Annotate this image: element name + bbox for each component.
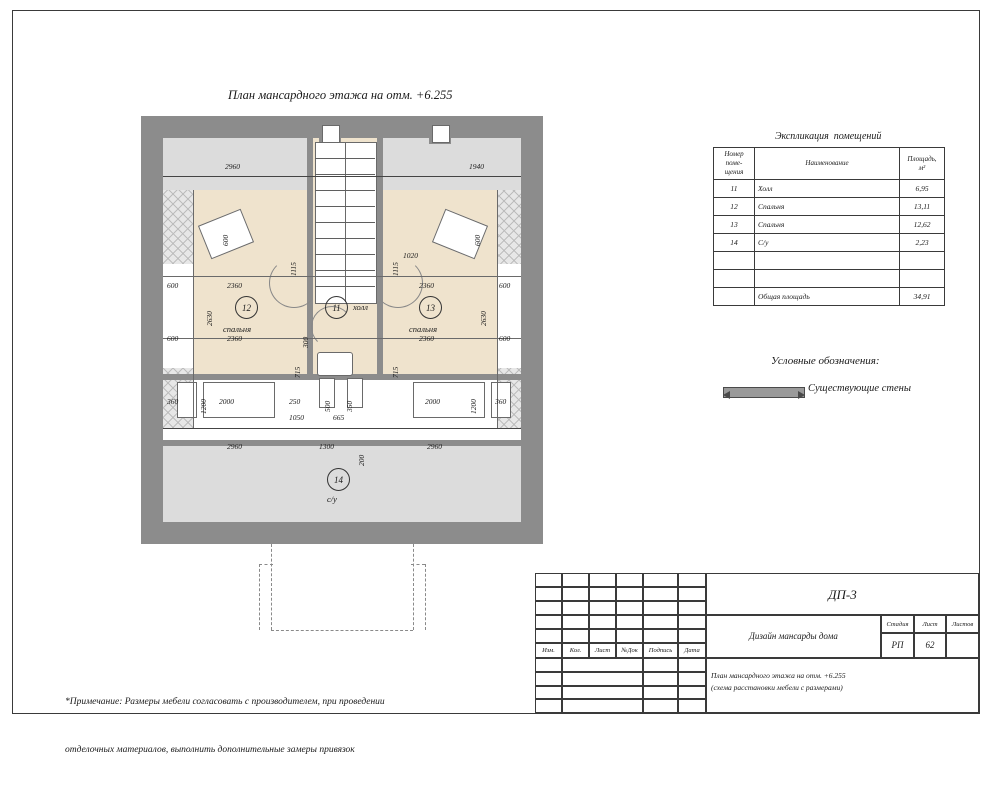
- dim-600-left-upper: 600: [167, 281, 179, 290]
- stair-step: [315, 158, 375, 159]
- cell-total-label: Общая площадь: [755, 288, 900, 306]
- explication-title: Экспликация помещений: [775, 131, 882, 142]
- sheet-title-line2: (схема расстановки мебели с размерами): [711, 683, 843, 692]
- dormer-right-glyph: [432, 125, 450, 143]
- cell-total-blank: [714, 288, 755, 306]
- room-marker-12: 12: [235, 296, 258, 319]
- cell-name: [755, 270, 900, 288]
- cell-number: [714, 270, 755, 288]
- cell-area: [900, 270, 945, 288]
- rev-cell: [643, 587, 678, 601]
- dim-2630-v-left: 2630: [205, 311, 214, 326]
- col-label-data: Дата: [678, 643, 706, 658]
- note-line1: *Примечание: Размеры мебели согласовать с производителем, при проведении: [65, 697, 385, 707]
- sign-cell: [562, 658, 643, 672]
- sign-cell: [643, 686, 678, 699]
- header-room-number-l3: щения: [724, 168, 744, 176]
- dim-360-right: 360: [495, 397, 507, 406]
- room-label-11: холл: [353, 302, 369, 312]
- dashed-extension-bottom: [271, 630, 413, 631]
- sign-cell: [562, 672, 643, 686]
- rev-cell: [562, 615, 589, 629]
- rev-cell: [616, 601, 643, 615]
- rev-cell: [589, 587, 616, 601]
- header-room-area: [900, 148, 945, 180]
- header-room-number-l1: Номер: [724, 150, 744, 158]
- dim-1300-bottom: 1300: [319, 442, 334, 451]
- col-label-izm: Изм.: [535, 643, 562, 658]
- header-room-name: Наименование: [755, 148, 900, 180]
- sign-cell: [643, 672, 678, 686]
- col-label-kol: Кол.: [562, 643, 589, 658]
- cell-area: 2,23: [900, 234, 945, 252]
- staircase: [315, 142, 377, 304]
- dim-600-right-lower: 600: [499, 334, 511, 343]
- dim-line-bottom: [163, 428, 521, 429]
- stage-label: Стадия: [881, 615, 914, 633]
- sign-cell: [643, 658, 678, 672]
- note-block: [65, 662, 385, 790]
- dim-line-mid-lower: [163, 338, 521, 339]
- rev-cell: [643, 615, 678, 629]
- dim-2960-bottom-right: 2960: [427, 442, 442, 451]
- sign-cell: [535, 658, 562, 672]
- dim-665: 665: [333, 413, 345, 422]
- dim-2630-v-right: 2630: [479, 311, 488, 326]
- table-row: [714, 198, 945, 216]
- rev-cell: [616, 587, 643, 601]
- dim-line-v-right: [497, 190, 498, 428]
- rev-cell: [535, 629, 562, 643]
- plan-title-line1: План мансардного этажа на отм. +6.255: [228, 88, 453, 102]
- dim-200-v: 200: [357, 454, 366, 466]
- cell-name: Спальня: [755, 216, 900, 234]
- rev-cell: [589, 615, 616, 629]
- room-marker-11: 11: [325, 296, 348, 319]
- header-room-number: [714, 148, 755, 180]
- dim-2000-left: 2000: [219, 397, 234, 406]
- listov-value: [946, 633, 979, 658]
- note-line2: отделочных материалов, выполнить дополнительные замеры привязок: [65, 745, 355, 755]
- rev-cell: [678, 601, 706, 615]
- sign-cell: [562, 699, 643, 713]
- dim-350-v: 350: [345, 400, 354, 412]
- rev-cell: [616, 629, 643, 643]
- sheet-title-line1: План мансардного этажа на отм. +6.255: [711, 671, 846, 680]
- dim-1115-v-right: 1115: [391, 262, 400, 276]
- dashed-extension-step-right: [411, 564, 425, 565]
- sign-cell: [535, 672, 562, 686]
- dim-2360-right-lower: 2360: [419, 334, 434, 343]
- rev-cell: [643, 573, 678, 587]
- legend-wall-symbol: [723, 387, 805, 398]
- sheet-title: [706, 658, 979, 713]
- rev-cell: [643, 629, 678, 643]
- legend-title: Условные обозначения:: [771, 355, 880, 367]
- dim-2360-left-upper: 2360: [227, 281, 242, 290]
- cell-area: 13,11: [900, 198, 945, 216]
- cell-name: С/у: [755, 234, 900, 252]
- cell-area: 6,95: [900, 180, 945, 198]
- stair-step: [315, 270, 375, 271]
- dim-1940-top-right: 1940: [469, 162, 484, 171]
- rev-cell: [535, 601, 562, 615]
- dim-line-mid-upper: [163, 276, 521, 277]
- cell-name: Холл: [755, 180, 900, 198]
- cell-number: [714, 252, 755, 270]
- dim-600-right-upper: 600: [499, 281, 511, 290]
- dim-1020: 1020: [403, 251, 418, 260]
- dim-715-v-left: 715: [293, 366, 302, 378]
- slope-zone-left-top: [163, 190, 193, 264]
- rev-cell: [678, 573, 706, 587]
- cabinet-left: [177, 382, 197, 418]
- cell-area: 12,62: [900, 216, 945, 234]
- rev-cell: [616, 615, 643, 629]
- sign-cell: [678, 672, 706, 686]
- dashed-extension-right: [413, 544, 414, 630]
- listov-label: Листов: [946, 615, 979, 633]
- dim-600-left-lower: 600: [167, 334, 179, 343]
- bath-sink: [317, 352, 353, 376]
- rev-cell: [562, 601, 589, 615]
- header-room-area-l1: Площадь,: [907, 154, 937, 163]
- rev-cell: [678, 587, 706, 601]
- stair-step: [315, 174, 375, 175]
- dashed-extension-step-v-right: [425, 564, 426, 630]
- dim-300-v: 300: [301, 336, 310, 348]
- cell-total-value: 34,91: [900, 288, 945, 306]
- list-label: Лист: [914, 615, 946, 633]
- rev-cell: [562, 587, 589, 601]
- cell-name: [755, 252, 900, 270]
- stair-step: [315, 286, 375, 287]
- wardrobe-left: [203, 382, 275, 418]
- sign-cell: [678, 658, 706, 672]
- dim-1115-v-left: 1115: [289, 262, 298, 276]
- cell-number: 12: [714, 198, 755, 216]
- header-room-number-l2: поме-: [725, 159, 743, 167]
- dormer-left-glyph: [322, 125, 340, 143]
- rev-cell: [678, 615, 706, 629]
- dim-line-top: [163, 176, 521, 177]
- list-value: 62: [914, 633, 946, 658]
- project-name: Дизайн мансарды дома: [706, 615, 881, 658]
- dim-360-left: 360: [167, 397, 179, 406]
- sign-cell: [535, 699, 562, 713]
- drawing-code: ДП-3: [706, 573, 979, 615]
- dim-1050: 1050: [289, 413, 304, 422]
- dim-600-v-left: 600: [221, 234, 230, 246]
- rev-cell: [678, 629, 706, 643]
- dim-2960-bottom-left: 2960: [227, 442, 242, 451]
- stair-step: [315, 238, 375, 239]
- cell-name: Спальня: [755, 198, 900, 216]
- room-marker-14: 14: [327, 468, 350, 491]
- table-total-row: [714, 288, 945, 306]
- partition-bath: [163, 440, 521, 446]
- room-label-12: спальня: [223, 324, 252, 334]
- dim-1200-v-right: 1200: [469, 399, 478, 414]
- col-label-podpis: Подпись: [643, 643, 678, 658]
- sign-cell: [535, 686, 562, 699]
- dashed-extension-step-left: [259, 564, 273, 565]
- title-block: [535, 573, 979, 713]
- dim-line-v-left: [193, 190, 194, 428]
- rev-cell: [535, 573, 562, 587]
- table-row: [714, 234, 945, 252]
- slope-zone-right-top: [497, 190, 521, 264]
- rev-cell: [535, 587, 562, 601]
- dim-1200-v-left: 1200: [199, 399, 208, 414]
- stair-step: [315, 222, 375, 223]
- sign-cell: [678, 686, 706, 699]
- explication-table: [713, 147, 945, 306]
- sign-cell: [562, 686, 643, 699]
- partition-right: [377, 138, 383, 376]
- drawing-sheet: [12, 10, 980, 755]
- table-row: [714, 216, 945, 234]
- dashed-extension-left: [271, 544, 272, 630]
- dim-250: 250: [289, 397, 301, 406]
- table-row: [714, 270, 945, 288]
- header-room-area-l2: м²: [918, 163, 926, 172]
- rev-cell: [589, 573, 616, 587]
- room-label-13: спальня: [409, 324, 438, 334]
- dim-2360-left-lower: 2360: [227, 334, 242, 343]
- stage-value: РП: [881, 633, 914, 658]
- dashed-extension-step-v-left: [259, 564, 260, 630]
- col-label-ndok: №Док: [616, 643, 643, 658]
- dim-2960-top-left: 2960: [225, 162, 240, 171]
- top-right-space: [379, 138, 521, 190]
- rev-cell: [589, 601, 616, 615]
- cell-number: 11: [714, 180, 755, 198]
- stair-step: [315, 254, 375, 255]
- rev-cell: [643, 601, 678, 615]
- stair-step: [315, 206, 375, 207]
- dim-2360-right-upper: 2360: [419, 281, 434, 290]
- cell-area: [900, 252, 945, 270]
- table-row: [714, 180, 945, 198]
- cell-number: 13: [714, 216, 755, 234]
- cell-number: 14: [714, 234, 755, 252]
- table-header-row: [714, 148, 945, 180]
- room-label-14: с/у: [327, 494, 337, 504]
- rev-cell: [535, 615, 562, 629]
- col-label-list: Лист: [589, 643, 616, 658]
- dim-500-v: 500: [323, 400, 332, 412]
- table-row: [714, 252, 945, 270]
- stair-step: [315, 190, 375, 191]
- rev-cell: [562, 629, 589, 643]
- sign-cell: [643, 699, 678, 713]
- dim-600-v-right: 600: [473, 234, 482, 246]
- legend-wall-label: Существующие стены: [808, 383, 911, 394]
- dim-2000-right: 2000: [425, 397, 440, 406]
- rev-cell: [616, 573, 643, 587]
- rev-cell: [562, 573, 589, 587]
- floor-plan: [141, 116, 543, 544]
- room-marker-13: 13: [419, 296, 442, 319]
- dim-715-v-right: 715: [391, 366, 400, 378]
- rev-cell: [589, 629, 616, 643]
- sign-cell: [678, 699, 706, 713]
